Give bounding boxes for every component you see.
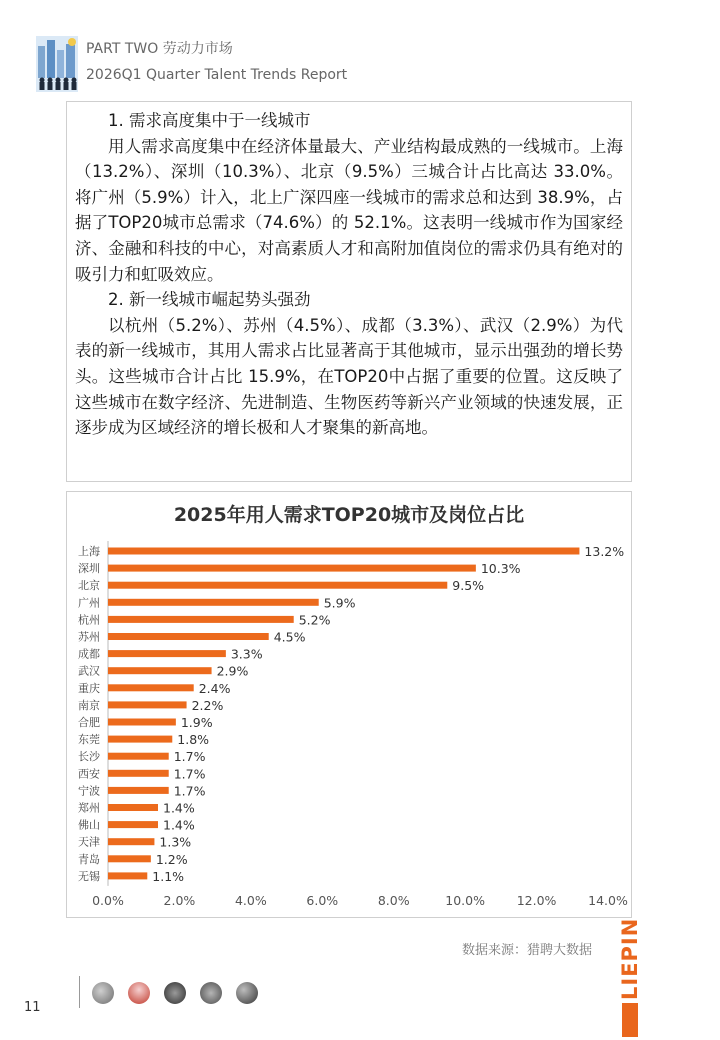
data-label: 1.4% <box>163 817 195 833</box>
bar <box>108 650 226 657</box>
data-label: 1.7% <box>173 766 206 782</box>
category-label: 武汉 <box>78 664 100 678</box>
data-label: 1.7% <box>173 749 206 765</box>
category-label: 郑州 <box>78 801 100 815</box>
buildings-icon <box>164 982 186 1004</box>
category-label: 成都 <box>78 647 100 661</box>
data-label: 2.2% <box>191 697 224 713</box>
person-icon <box>128 982 150 1004</box>
bar <box>108 821 158 828</box>
data-label: 1.3% <box>159 834 192 850</box>
bar <box>108 667 212 674</box>
category-label: 无锡 <box>78 869 100 883</box>
data-label: 3.3% <box>230 646 263 662</box>
bar-chart <box>67 492 631 917</box>
data-label: 1.1% <box>152 868 185 884</box>
x-tick-label: 4.0% <box>234 893 267 908</box>
category-label: 重庆 <box>78 681 100 695</box>
x-tick-label: 8.0% <box>377 893 410 908</box>
report-header <box>36 36 636 94</box>
category-label: 深圳 <box>78 562 100 576</box>
city-team-logo-icon <box>36 36 78 92</box>
category-label: 天津 <box>78 835 100 849</box>
category-label: 苏州 <box>78 630 100 644</box>
x-tick-label: 0.0% <box>92 893 124 908</box>
category-label: 长沙 <box>78 750 100 764</box>
bar <box>108 633 269 640</box>
bar <box>108 684 194 691</box>
data-label: 4.5% <box>273 629 306 645</box>
x-tick-label: 2.0% <box>163 893 196 908</box>
section1-heading: 1. 需求高度集中于一线城市 <box>108 111 311 130</box>
bar <box>108 599 319 606</box>
category-label: 南京 <box>78 698 100 712</box>
data-label: 5.9% <box>323 595 356 611</box>
bar <box>108 753 169 760</box>
chart-panel <box>66 491 632 918</box>
earth-icon <box>236 982 258 1004</box>
bar <box>108 736 172 743</box>
category-label: 合肥 <box>78 716 100 729</box>
handshake-icon <box>200 982 222 1004</box>
brand-bar <box>622 1003 638 1037</box>
category-label: 东莞 <box>78 733 100 747</box>
category-label: 西安 <box>78 767 100 781</box>
data-label: 1.4% <box>163 800 195 816</box>
data-label: 2.4% <box>198 680 231 696</box>
x-tick-label: 12.0% <box>516 893 557 908</box>
bar <box>108 855 151 862</box>
data-label: 13.2% <box>584 544 625 559</box>
bar <box>108 565 476 572</box>
brand-logo: LIEPIN <box>618 917 642 1000</box>
bar <box>108 616 294 623</box>
category-label: 北京 <box>78 579 100 593</box>
category-label: 广州 <box>78 596 100 610</box>
analysis-text-box <box>66 101 632 482</box>
data-label: 2.9% <box>216 663 249 679</box>
data-label: 10.3% <box>480 561 521 577</box>
section2-heading: 2. 新一线城市崛起势头强劲 <box>108 290 311 310</box>
bar <box>108 582 447 589</box>
x-tick-label: 14.0% <box>588 893 628 908</box>
bar <box>108 872 147 879</box>
bar <box>108 701 187 708</box>
bar <box>108 804 158 811</box>
data-label: 1.8% <box>177 732 210 748</box>
bar <box>108 770 169 777</box>
category-label: 宁波 <box>78 784 100 798</box>
bar <box>108 548 579 555</box>
bar <box>108 719 176 726</box>
section2-paragraph: 以杭州（5.2%）、苏州（4.5%）、成都（3.3%）、武汉（2.9%）为代表的新一线城市，其用人需求占比显著高于其他城市，显示出强劲的增长势头。这些城市合计占比 15.9%，在TOP20中占据了重要的位置。这反映了这些城市在数字经济、先进制造、生物医药等新兴产业领域的快速发展，正逐步成为区域经济的增长极和人才聚集的新高地。 <box>75 315 623 438</box>
data-label: 9.5% <box>452 578 485 594</box>
globe-icon <box>92 982 114 1004</box>
category-label: 杭州 <box>78 613 100 627</box>
bar <box>108 787 169 794</box>
section1-paragraph: 用人需求高度集中在经济体量最大、产业结构最成熟的一线城市。上海（13.2%）、深圳（10.3%）、北京（9.5%）三城合计占比高达 33.0%。将广州（5.9%）计入，北上广深四座一线城市的需求总和达到 38.9%，占据了TOP20城市总需求（74.6%）的 52.1%。这表明一线城市作为国家经济、金融和科技的中心，对高素质人才和高附加值岗位的需求仍具有绝对的吸引力和虹吸效应。 <box>75 136 623 284</box>
data-source: 数据来源：猎聘大数据 <box>462 943 593 958</box>
header-report-title: 2026Q1 Quarter Talent Trends Report <box>86 67 348 83</box>
data-label: 1.9% <box>180 715 213 730</box>
page-number: 11 <box>24 1000 41 1015</box>
data-label: 5.2% <box>298 612 331 628</box>
header-part-title: PART TWO 劳动力市场 <box>86 41 233 57</box>
data-label: 1.2% <box>155 851 188 867</box>
category-label: 佛山 <box>78 818 100 832</box>
data-label: 1.7% <box>173 783 206 799</box>
footer-divider <box>79 976 80 1008</box>
bar <box>108 838 154 845</box>
x-tick-label: 10.0% <box>445 893 486 908</box>
x-tick-label: 6.0% <box>306 893 339 908</box>
category-label: 青岛 <box>78 852 100 866</box>
chart-title: 2025年用人需求TOP20城市及岗位占比 <box>173 504 525 526</box>
category-label: 上海 <box>78 545 100 558</box>
